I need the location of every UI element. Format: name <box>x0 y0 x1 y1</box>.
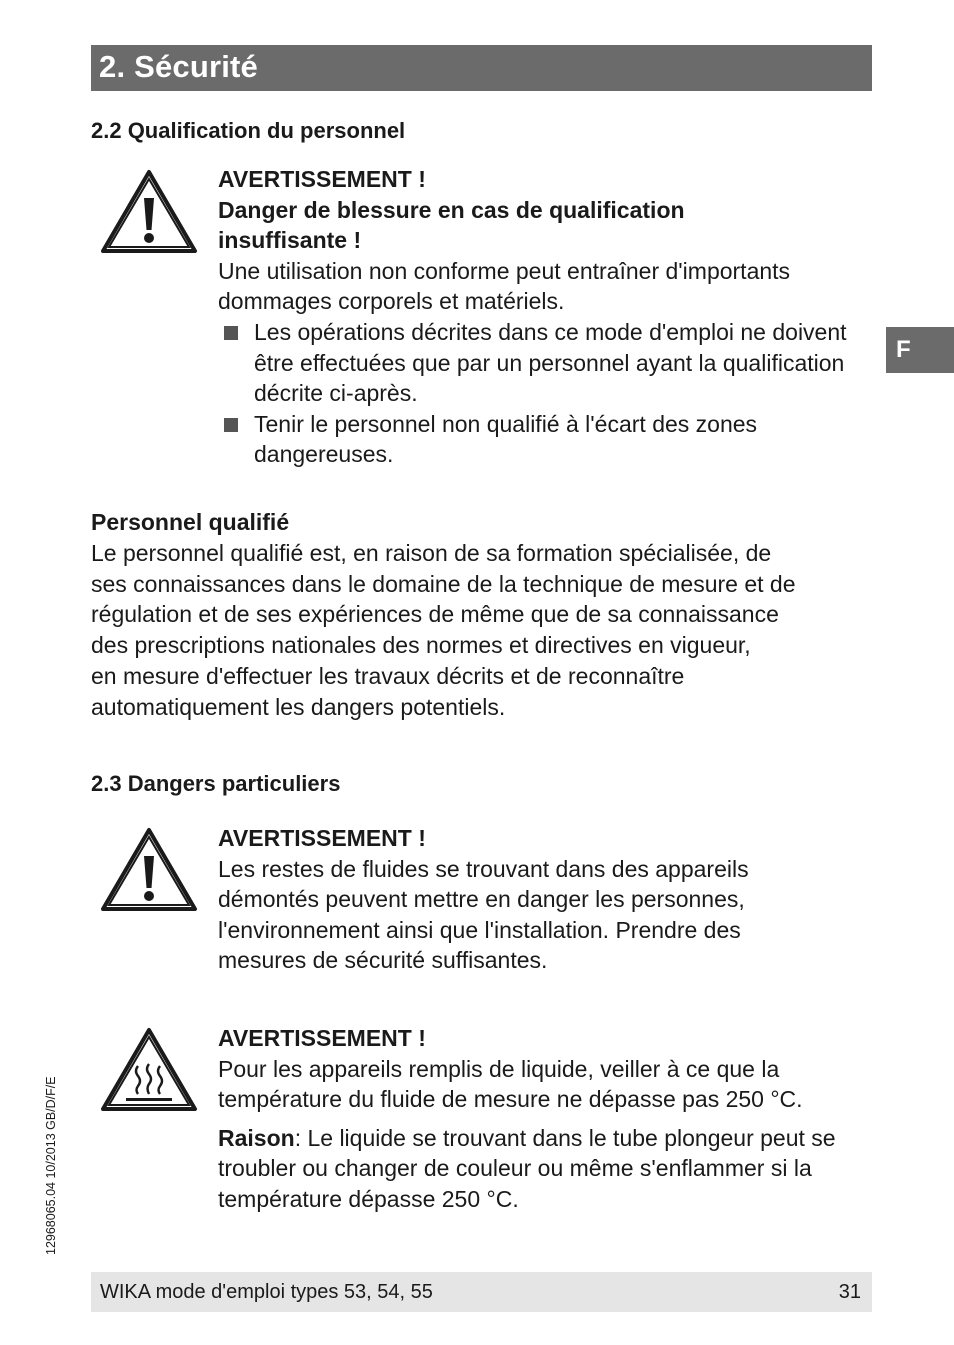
reason-label: Raison <box>218 1124 295 1151</box>
bullet-text: Tenir le personnel non qualifié à l'écart des zones dangereuses. <box>254 410 758 468</box>
hot-surface-icon <box>100 1026 198 1112</box>
bullet-item <box>218 409 854 470</box>
bullet-item <box>218 317 868 409</box>
page-footer <box>91 1272 872 1312</box>
language-tab-label: F <box>896 336 911 363</box>
warning-subtitle: insuffisante ! <box>218 227 362 254</box>
warning-qualification <box>218 164 868 470</box>
warning-subtitle: Danger de blessure en cas de qualification <box>218 196 685 223</box>
paragraph-line: Le personnel qualifié est, en raison de sa formation spécialisée, de <box>91 539 772 566</box>
footer-title: WIKA mode d'emploi types 53, 54, 55 <box>100 1281 433 1303</box>
warning-title: AVERTISSEMENT ! <box>218 166 426 192</box>
chapter-header <box>91 45 872 91</box>
warning-triangle-icon <box>100 826 198 912</box>
paragraph-line: des prescriptions nationales des normes et directives en vigueur, <box>91 632 751 659</box>
bullet-square-icon <box>224 326 238 340</box>
bullet-text: Les opérations décrites dans ce mode d'emploi ne doivent être effectuées que par un personnel ayant la qualification décrite ci-après. <box>254 318 847 407</box>
bullet-square-icon <box>224 418 238 432</box>
warning-text: Pour les appareils remplis de liquide, veiller à ce que la température du fluide de mesure ne dépasse pas 250 °C. <box>218 1055 803 1113</box>
paragraph-line: automatiquement les dangers potentiels. <box>91 693 506 720</box>
reason-text: : Le liquide se trouvant dans le tube plongeur peut se troubler ou changer de couleur ou même s'enflammer si la température dépasse 250 °C. <box>218 1124 836 1212</box>
qualified-personnel-heading: Personnel qualifié <box>91 509 290 535</box>
warning-title: AVERTISSEMENT ! <box>218 1025 426 1051</box>
warning-text: Une utilisation non conforme peut entraîner d'importants dommages corporels et matériels. <box>218 257 791 315</box>
page-number: 31 <box>838 1281 861 1303</box>
paragraph-line: en mesure d'effectuer les travaux décrits et de reconnaître <box>91 662 685 689</box>
warning-title: AVERTISSEMENT ! <box>218 825 426 851</box>
warning-text: Les restes de fluides se trouvant dans des appareils démontés peuvent mettre en danger les personnes, l'environnement ainsi que l'installation. Prendre des mesures de sécurité suffisantes. <box>218 855 749 974</box>
chapter-title: 2. Sécurité <box>99 49 259 84</box>
document-code: 12968065.04 10/2013 GB/D/F/E <box>44 1076 58 1255</box>
warning-fluid-residues <box>218 823 818 976</box>
section-heading-2-3: 2.3 Dangers particuliers <box>91 771 341 796</box>
paragraph-line: régulation et de ses expériences de même que de sa connaissance <box>91 601 779 628</box>
warning-bullet-list <box>218 317 868 470</box>
reason-paragraph <box>218 1123 868 1215</box>
qualified-personnel-block <box>91 507 881 723</box>
warning-triangle-icon <box>100 168 198 254</box>
paragraph-line: ses connaissances dans le domaine de la technique de mesure et de <box>91 570 796 597</box>
warning-hot-fluid <box>218 1023 868 1215</box>
section-heading-2-2: 2.2 Qualification du personnel <box>91 118 406 143</box>
language-tab <box>886 327 954 373</box>
